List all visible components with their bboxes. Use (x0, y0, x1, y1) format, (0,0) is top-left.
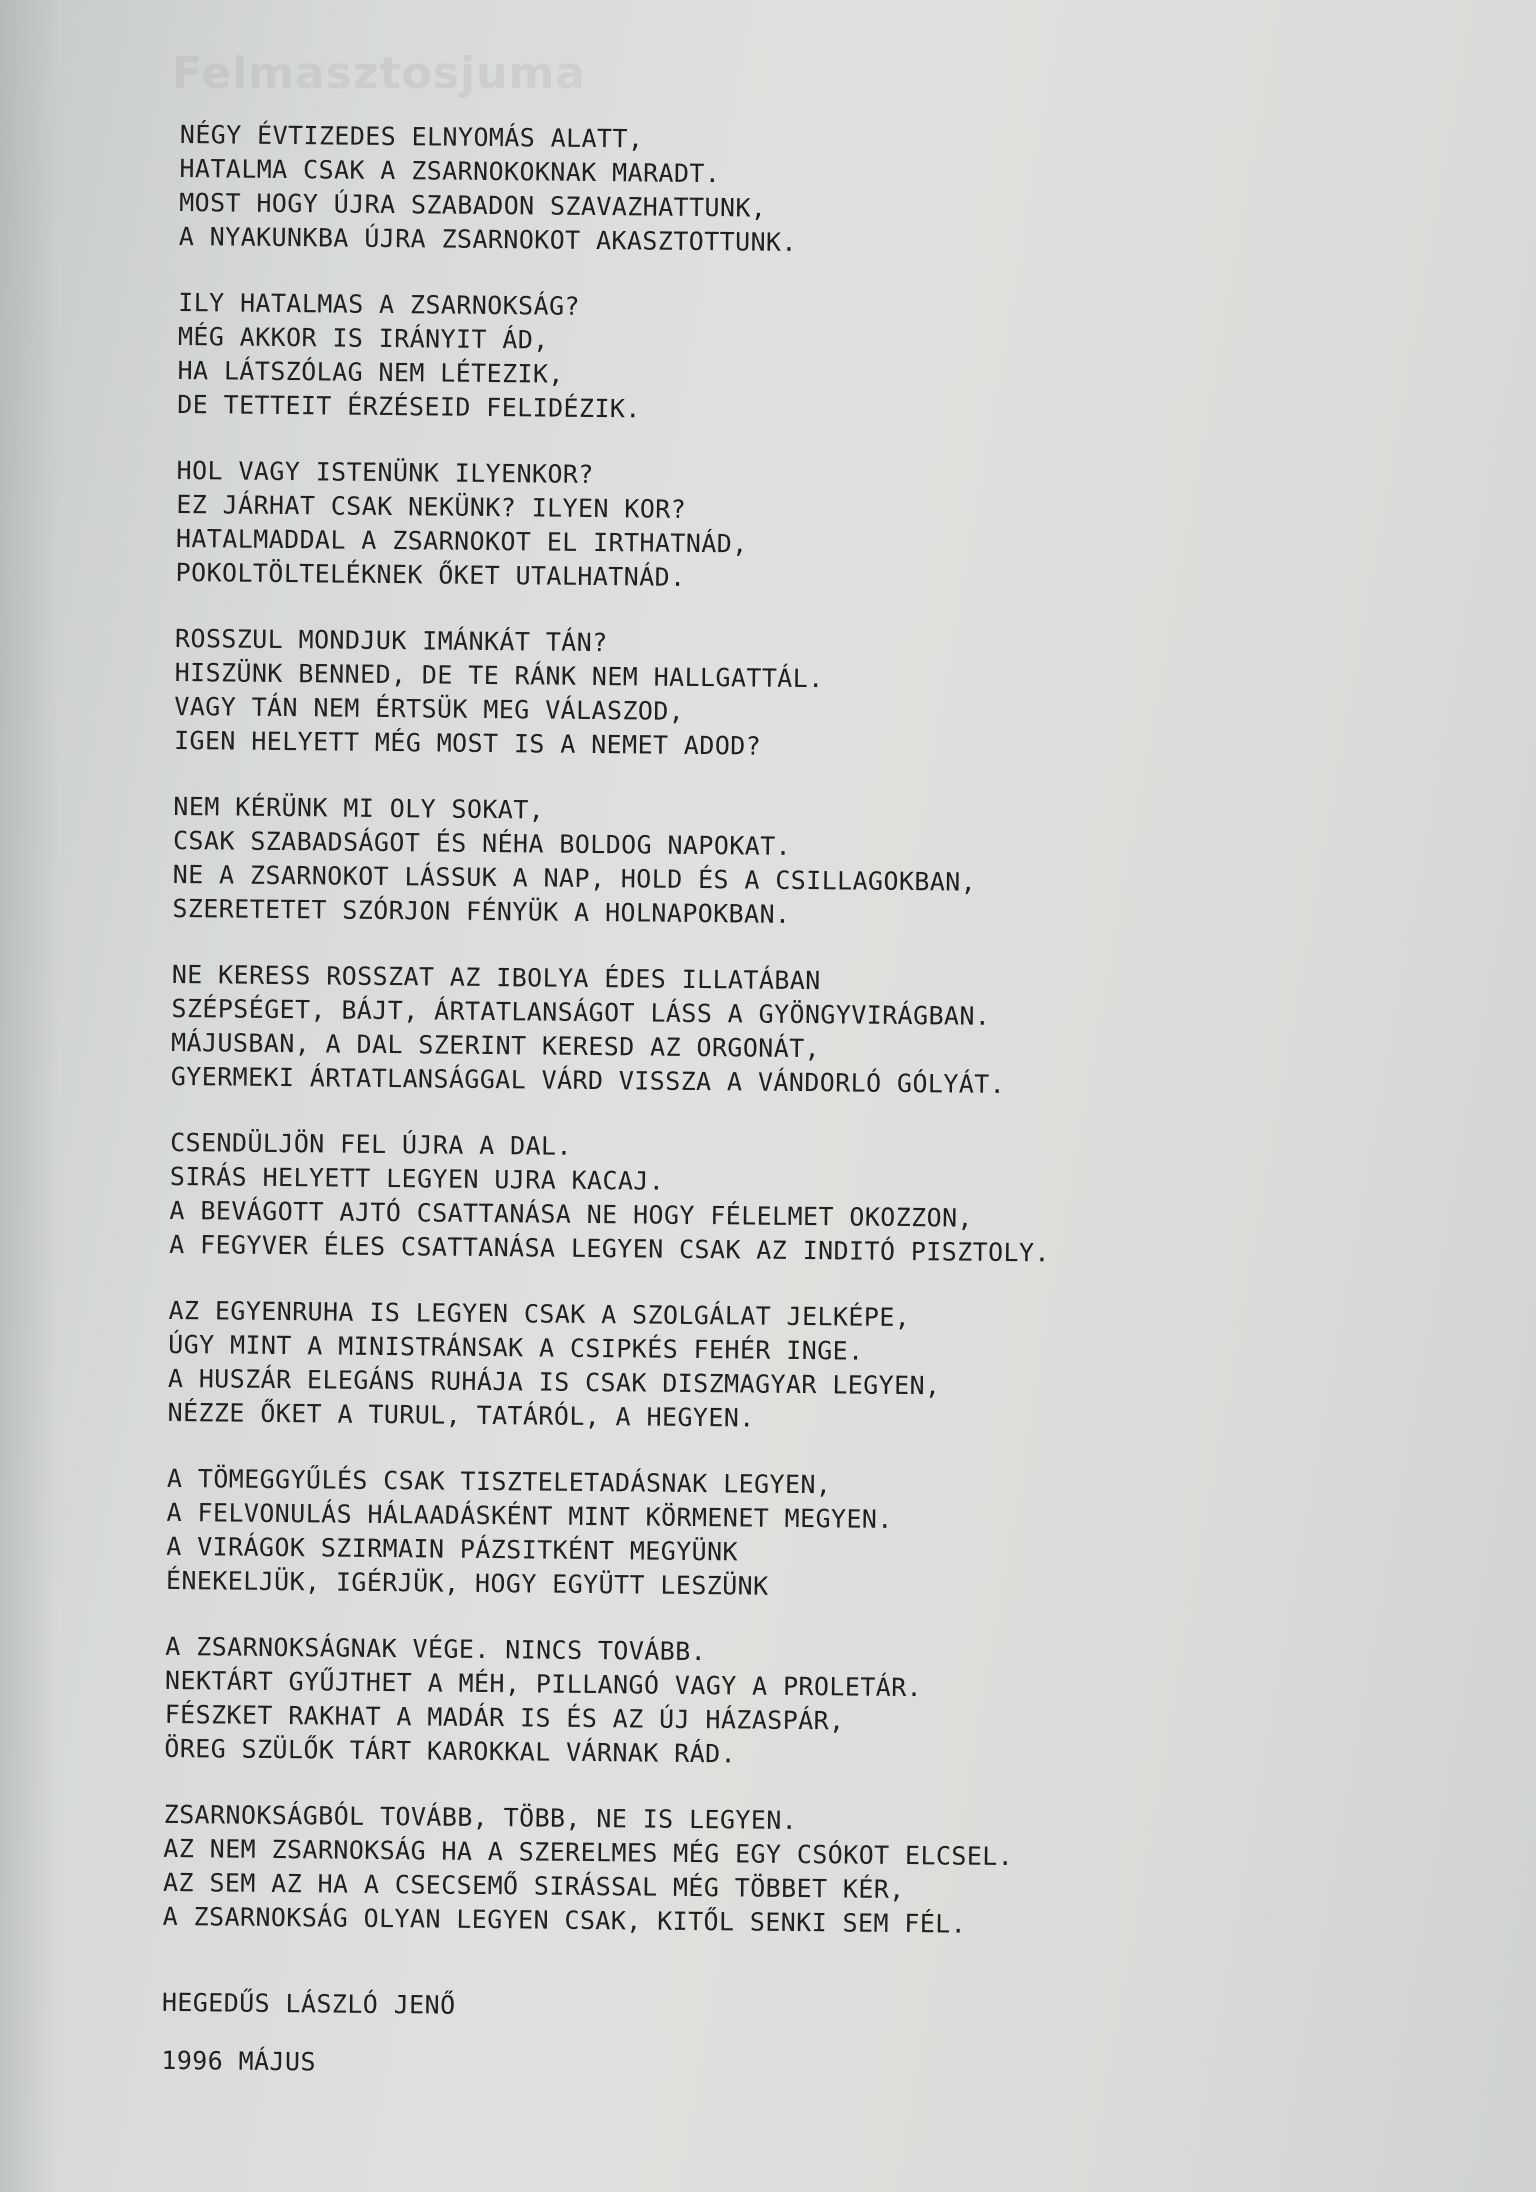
poem-line: HA LÁTSZÓLAG NEM LÉTEZIK, (177, 355, 564, 389)
poem-line: ÚGY MINT A MINISTRÁNSAK A CSIPKÉS FEHÉR INGE. (168, 1329, 864, 1366)
stanza (169, 1126, 1350, 1273)
stanza (174, 622, 1355, 769)
poem-line: CSENDÜLJÖN FEL ÚJRA A DAL. (170, 1127, 573, 1161)
stanza (167, 1294, 1348, 1441)
poem-line: A FELVONULÁS HÁLAADÁSKÉNT MINT KÖRMENET MEGYEN. (166, 1497, 893, 1534)
stanza (163, 1798, 1344, 1945)
poem-line: MOST HOGY ÚJRA SZABADON SZAVAZHATTUNK, (179, 187, 767, 223)
poem-date: 1996 MÁJUS (161, 2045, 317, 2077)
poem-line: NE KERESS ROSSZAT AZ IBOLYA ÉDES ILLATÁBAN (171, 959, 821, 996)
poem-line: A HUSZÁR ELEGÁNS RUHÁJA IS CSAK DISZMAGYAR LEGYEN, (167, 1363, 941, 1401)
stanza (179, 118, 1360, 265)
signature-block (161, 1986, 1342, 2089)
poem-line: MÁJUSBAN, A DAL SZERINT KERESD AZ ORGONÁT, (170, 1027, 821, 1064)
poem-line: A FEGYVER ÉLES CSATTANÁSA LEGYEN CSAK AZ INDITÓ PISZTOLY. (169, 1229, 1051, 1268)
poem-line: CSAK SZABADSÁGOT ÉS NÉHA BOLDOG NAPOKAT. (172, 825, 792, 861)
poem-line: SZERETETET SZÓRJON FÉNYÜK A HOLNAPOKBAN. (172, 893, 791, 929)
poem-line: AZ SEM AZ HA A CSECSEMŐ SIRÁSSAL MÉG TÖBBET KÉR, (162, 1867, 905, 1905)
poem-line: A NYAKUNKBA ÚJRA ZSARNOKOT AKASZTOTTUNK. (178, 221, 798, 257)
show-through-title: Felmasztosjuma (172, 48, 586, 99)
poem-line: A TÖMEGGYŰLÉS CSAK TISZTELETADÁSNAK LEGYEN, (166, 1463, 832, 1500)
stanza (164, 1630, 1345, 1777)
poem-line: HOL VAGY ISTENÜNK ILYENKOR? (176, 455, 594, 489)
poem-line: GYERMEKI ÁRTATLANSÁGGAL VÁRD VISSZA A VÁNDORLÓ GÓLYÁT. (170, 1061, 1006, 1099)
poem-line: IGEN HELYETT MÉG MOST IS A NEMET ADOD? (173, 725, 762, 761)
poem-line: SZÉPSÉGET, BÁJT, ÁRTATLANSÁGOT LÁSS A GYÖNGYVIRÁGBAN. (171, 993, 991, 1031)
stanza (171, 958, 1352, 1105)
poem-line: NÉGY ÉVTIZEDES ELNYOMÁS ALATT, (179, 119, 644, 154)
poem-line: A ZSARNOKSÁG OLYAN LEGYEN CSAK, KITŐL SENKI SEM FÉL. (162, 1901, 967, 1939)
poem-line: FÉSZKET RAKHAT A MADÁR IS ÉS AZ ÚJ HÁZASPÁR, (164, 1699, 845, 1736)
poem-line: ROSSZUL MONDJUK IMÁNKÁT TÁN? (174, 623, 608, 658)
poem-line: A ZSARNOKSÁGNAK VÉGE. NINCS TOVÁBB. (165, 1631, 707, 1667)
poem-line: A VIRÁGOK SZIRMAIN PÁZSITKÉNT MEGYÜNK (166, 1531, 739, 1567)
page-shadow-edge (0, 0, 60, 2192)
stanza (177, 286, 1358, 433)
poem (161, 118, 1360, 2089)
poem-line: MÉG AKKOR IS IRÁNYIT ÁD, (177, 321, 549, 355)
poem-line: EZ JÁRHAT CSAK NEKÜNK? ILYEN KOR? (176, 489, 687, 524)
stanza (172, 790, 1353, 937)
poem-line: POKOLTÖLTELÉKNEK ŐKET UTALHATNÁD. (175, 557, 686, 592)
poem-line: NEKTÁRT GYŰJTHET A MÉH, PILLANGÓ VAGY A PROLETÁR. (164, 1665, 923, 1703)
poem-line: AZ EGYENRUHA IS LEGYEN CSAK A SZOLGÁLAT JELKÉPE, (168, 1295, 911, 1333)
poem-line: ÉNEKELJÜK, IGÉRJÜK, HOGY EGYÜTT LESZÜNK (165, 1565, 769, 1601)
poem-line: ZSARNOKSÁGBÓL TOVÁBB, TÖBB, NE IS LEGYEN. (163, 1799, 798, 1836)
poem-stanzas (163, 118, 1360, 1945)
poem-line: NÉZZE ŐKET A TURUL, TATÁRÓL, A HEGYEN. (167, 1397, 755, 1433)
poem-line: NEM KÉRÜNK MI OLY SOKAT, (173, 791, 545, 825)
poem-line: HATALMA CSAK A ZSARNOKOKNAK MARADT. (179, 153, 721, 189)
stanza (175, 454, 1356, 601)
poem-line: ILY HATALMAS A ZSARNOKSÁG? (178, 287, 581, 321)
stanza (166, 1462, 1347, 1609)
poem-line: NE A ZSARNOKOT LÁSSUK A NAP, HOLD ÉS A CSILLAGOKBAN, (172, 859, 977, 897)
author-name: HEGEDŰS LÁSZLÓ JENŐ (161, 1987, 456, 2020)
poem-line: A BEVÁGOTT AJTÓ CSATTANÁSA NE HOGY FÉLELMET OKOZZON, (169, 1195, 974, 1233)
poem-line: DE TETTEIT ÉRZÉSEID FELIDÉZIK. (177, 389, 641, 424)
poem-line: VAGY TÁN NEM ÉRTSÜK MEG VÁLASZOD, (174, 691, 685, 726)
poem-line: SIRÁS HELYETT LEGYEN UJRA KACAJ. (169, 1161, 665, 1196)
poem-line: ÖREG SZÜLŐK TÁRT KAROKKAL VÁRNAK RÁD. (164, 1733, 737, 1769)
poem-line: HATALMADDAL A ZSARNOKOT EL IRTHATNÁD, (175, 523, 748, 559)
poem-line: HISZÜNK BENNED, DE TE RÁNK NEM HALLGATTÁL. (174, 657, 824, 694)
poem-line: AZ NEM ZSARNOKSÁG HA A SZERELMES MÉG EGY CSÓKOT ELCSEL. (163, 1833, 1014, 1872)
